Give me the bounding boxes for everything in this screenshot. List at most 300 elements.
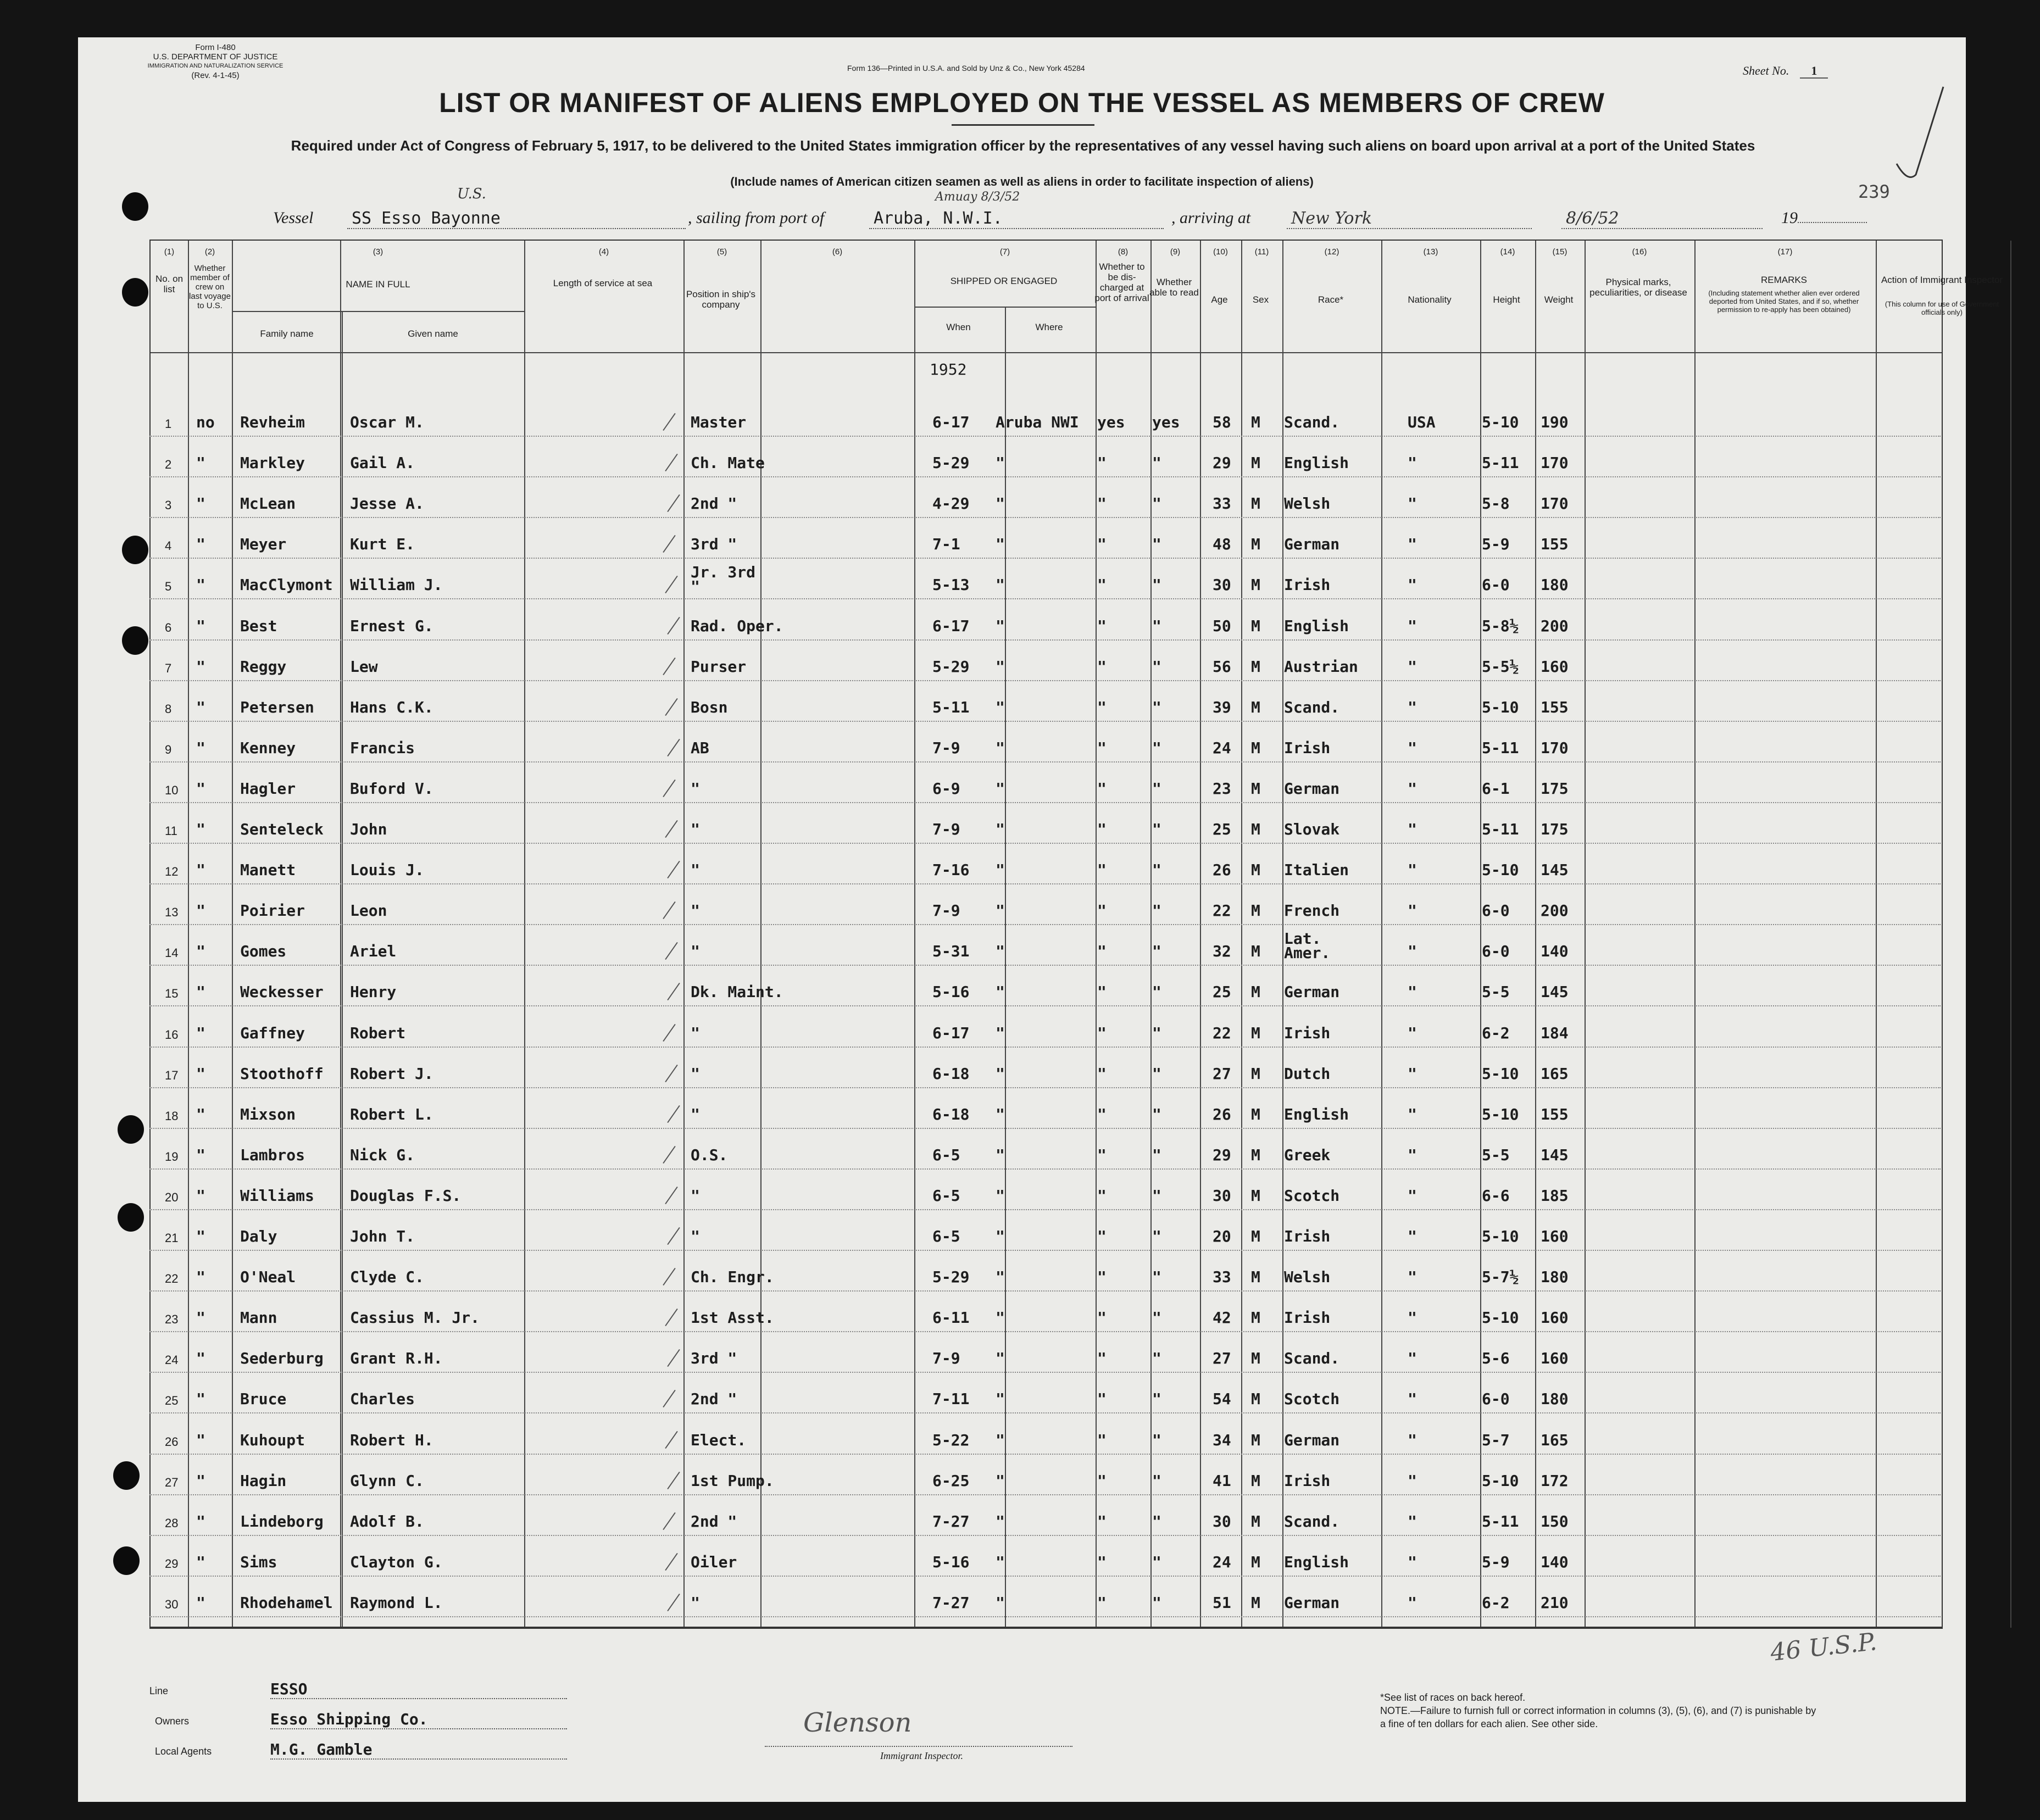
- age: 58: [1213, 413, 1231, 431]
- discharged: ": [1097, 738, 1107, 757]
- position: Ch. Mate: [691, 454, 765, 472]
- shipped-when: 5-16: [932, 1552, 970, 1571]
- table-content: [149, 240, 2003, 1627]
- check-tick-icon: [665, 1431, 677, 1448]
- shipped-when: 6-18: [932, 1105, 970, 1123]
- position: Jr. 3rd ": [691, 563, 756, 596]
- weight: 190: [1541, 413, 1569, 431]
- check-tick-icon: [667, 983, 680, 1000]
- given-name: Buford V.: [350, 779, 433, 798]
- hd-race: Race*: [1318, 294, 1344, 305]
- nationality: ": [1408, 1552, 1417, 1571]
- shipped-where: ": [996, 698, 1005, 716]
- able-to-read: ": [1152, 535, 1161, 554]
- table-row: [149, 1455, 1941, 1495]
- shipped-where: ": [996, 616, 1005, 635]
- age: 20: [1213, 1227, 1231, 1245]
- nationality: ": [1408, 1023, 1417, 1042]
- height: 6-0: [1482, 576, 1510, 594]
- family-name: Stoothoff: [240, 1064, 324, 1083]
- signature-line: [765, 1746, 1072, 1747]
- check-tick-icon: [667, 1349, 680, 1367]
- shipped-when: 5-13: [932, 576, 970, 594]
- sex: M: [1251, 535, 1260, 554]
- row-number: 23: [165, 1312, 179, 1327]
- check-tick-icon: [667, 861, 680, 878]
- family-name: Petersen: [240, 698, 314, 716]
- sex: M: [1251, 1145, 1260, 1164]
- line-value: ESSO: [270, 1680, 567, 1699]
- shipped-where: ": [996, 1023, 1005, 1042]
- sex: M: [1251, 413, 1260, 431]
- sex: M: [1251, 779, 1260, 798]
- family-name: Weckesser: [240, 983, 324, 1001]
- table-row: [149, 966, 1941, 1006]
- given-name: Henry: [350, 983, 397, 1001]
- shipped-when: 7-16: [932, 861, 970, 880]
- able-to-read: ": [1152, 1186, 1161, 1205]
- discharged: ": [1097, 901, 1107, 920]
- nationality: ": [1408, 657, 1417, 676]
- row-number: 30: [165, 1597, 179, 1611]
- row-number: 19: [165, 1149, 179, 1164]
- row-number: 27: [165, 1475, 179, 1489]
- check-tick-icon: [663, 535, 675, 553]
- shipped-where: ": [996, 942, 1005, 961]
- able-to-read: ": [1152, 616, 1161, 635]
- sheet-value: 1: [1800, 64, 1828, 79]
- hd-age: Age: [1211, 294, 1228, 305]
- weight: 172: [1541, 1471, 1569, 1490]
- department: U.S. DEPARTMENT OF JUSTICE: [153, 52, 278, 62]
- race: Scotch: [1284, 1186, 1340, 1205]
- sex: M: [1251, 1227, 1260, 1245]
- check-tick-icon: [665, 942, 677, 960]
- given-name: Hans C.K.: [350, 698, 433, 716]
- member-flag: ": [196, 779, 205, 798]
- age: 51: [1213, 1593, 1231, 1612]
- hd-action: Action of Immigrant Inspector: [1881, 275, 2003, 285]
- member-flag: ": [196, 942, 205, 961]
- discharged: ": [1097, 1186, 1107, 1205]
- member-flag: ": [196, 1023, 205, 1042]
- able-to-read: ": [1152, 1309, 1161, 1327]
- position: ": [691, 861, 700, 880]
- check-tick-icon: [665, 698, 677, 716]
- height: 5-9: [1482, 535, 1510, 554]
- able-to-read: ": [1152, 1227, 1161, 1245]
- given-name: Adolf B.: [350, 1512, 424, 1530]
- nationality: ": [1408, 1145, 1417, 1164]
- sex: M: [1251, 698, 1260, 716]
- table-row: [149, 762, 1941, 803]
- race: Scotch: [1284, 1390, 1340, 1409]
- age: 25: [1213, 820, 1231, 838]
- col-num-1: (1): [164, 247, 175, 257]
- position: ": [691, 1023, 700, 1042]
- race: Italien: [1284, 861, 1349, 880]
- shipped-where: ": [996, 820, 1005, 838]
- height: 6-2: [1482, 1593, 1510, 1612]
- given-name: Grant R.H.: [350, 1349, 443, 1368]
- discharged: ": [1097, 983, 1107, 1001]
- check-tick-icon: [663, 1146, 675, 1164]
- family-name: Bruce: [240, 1390, 287, 1409]
- sex: M: [1251, 861, 1260, 880]
- age: 22: [1213, 901, 1231, 920]
- family-name: McLean: [240, 494, 296, 513]
- nationality: ": [1408, 494, 1417, 513]
- position: ": [691, 820, 700, 838]
- member-flag: ": [196, 576, 205, 594]
- height: 5-7: [1482, 1431, 1510, 1449]
- table-row: [149, 1414, 1941, 1455]
- nationality: ": [1408, 1390, 1417, 1409]
- year-label: 19: [1781, 209, 1798, 227]
- hd-family-name: Family name: [260, 329, 314, 339]
- row-number: 29: [165, 1556, 179, 1571]
- height: 5-8½: [1482, 616, 1519, 635]
- weight: 155: [1541, 535, 1569, 554]
- height: 6-0: [1482, 942, 1510, 961]
- col-num-12: (12): [1324, 247, 1339, 257]
- age: 30: [1213, 1512, 1231, 1530]
- race: German: [1284, 1593, 1340, 1612]
- able-to-read: ": [1152, 942, 1161, 961]
- table-row: [149, 1129, 1941, 1170]
- given-name: John: [350, 820, 387, 838]
- family-name: Daly: [240, 1227, 277, 1245]
- given-name: Leon: [350, 901, 387, 920]
- given-name: Robert: [350, 1023, 406, 1042]
- nationality: ": [1408, 1186, 1417, 1205]
- age: 34: [1213, 1431, 1231, 1449]
- weight: 170: [1541, 738, 1569, 757]
- year-blank: [1798, 222, 1867, 223]
- discharged: ": [1097, 1349, 1107, 1368]
- weight: 180: [1541, 1390, 1569, 1409]
- nationality: ": [1408, 1512, 1417, 1530]
- row-number: 1: [165, 417, 172, 431]
- age: 29: [1213, 1145, 1231, 1164]
- weight: 145: [1541, 861, 1569, 880]
- vessel-name-field: [347, 209, 688, 229]
- row-rule: [149, 1616, 1941, 1617]
- family-name: Manett: [240, 861, 296, 880]
- row-number: 15: [165, 987, 179, 1001]
- discharged: ": [1097, 1023, 1107, 1042]
- shipped-when: 6-17: [932, 1023, 970, 1042]
- weight: 140: [1541, 1552, 1569, 1571]
- age: 24: [1213, 1552, 1231, 1571]
- shipped-when: 6-5: [932, 1186, 960, 1205]
- row-number: 20: [165, 1190, 179, 1204]
- member-flag: ": [196, 1268, 205, 1287]
- weight: 165: [1541, 1431, 1569, 1449]
- height: 5-10: [1482, 413, 1519, 431]
- hd-nationality: Nationality: [1408, 294, 1452, 305]
- hd-height: Height: [1493, 294, 1520, 305]
- punch-hole: [122, 626, 148, 655]
- position: O.S.: [691, 1145, 728, 1164]
- shipped-when: 6-5: [932, 1145, 960, 1164]
- weight: 145: [1541, 1145, 1569, 1164]
- sex: M: [1251, 1552, 1260, 1571]
- hd-physical: Physical marks, peculiarities, or disease: [1589, 277, 1687, 298]
- discharged: ": [1097, 454, 1107, 472]
- table-row: [149, 1170, 1941, 1210]
- race: German: [1284, 779, 1340, 798]
- nationality: ": [1408, 616, 1417, 635]
- age: 56: [1213, 657, 1231, 676]
- height: 6-1: [1482, 779, 1510, 798]
- family-name: Gomes: [240, 942, 287, 961]
- row-number: 6: [165, 620, 172, 635]
- given-name: Gail A.: [350, 454, 415, 472]
- given-name: Glynn C.: [350, 1471, 424, 1490]
- row-number: 21: [165, 1231, 179, 1245]
- able-to-read: ": [1152, 1023, 1161, 1042]
- discharged: ": [1097, 657, 1107, 676]
- row-number: 11: [165, 824, 177, 838]
- shipped-when: 6-18: [932, 1064, 970, 1083]
- position: Dk. Maint.: [691, 983, 783, 1001]
- check-tick-icon: [663, 413, 675, 431]
- check-tick-icon: [663, 780, 675, 797]
- race: English: [1284, 1105, 1349, 1123]
- weight: 145: [1541, 983, 1569, 1001]
- check-tick-icon: [667, 494, 680, 512]
- height: 6-0: [1482, 1390, 1510, 1409]
- hd-no-on-list: No. on list: [155, 274, 184, 294]
- table-row: [149, 1332, 1941, 1373]
- height: 5-10: [1482, 1227, 1519, 1245]
- shipped-when: 5-29: [932, 1268, 970, 1287]
- family-name: Senteleck: [240, 820, 324, 838]
- height: 5-5½: [1482, 657, 1519, 676]
- weight: 170: [1541, 454, 1569, 472]
- weight: 160: [1541, 1349, 1569, 1368]
- table-row: [149, 477, 1941, 518]
- height: 5-11: [1482, 820, 1519, 838]
- family-name: Mann: [240, 1309, 277, 1327]
- family-name: MacClymont: [240, 576, 333, 594]
- vessel-name: SS Esso Bayonne: [347, 209, 686, 229]
- discharged: ": [1097, 535, 1107, 554]
- weight: 185: [1541, 1186, 1569, 1205]
- line-label: Line: [149, 1685, 169, 1696]
- given-name: Lew: [350, 657, 378, 676]
- age: 41: [1213, 1471, 1231, 1490]
- member-flag: ": [196, 1431, 205, 1449]
- row-number: 17: [165, 1068, 179, 1082]
- shipped-where: ": [996, 1064, 1005, 1083]
- owners-label: Owners: [155, 1716, 190, 1727]
- nationality: ": [1408, 535, 1417, 554]
- nationality: ": [1408, 779, 1417, 798]
- sex: M: [1251, 1593, 1260, 1612]
- hd-where: Where: [1035, 322, 1063, 332]
- height: 5-9: [1482, 1552, 1510, 1571]
- weight: 160: [1541, 1309, 1569, 1327]
- position: Purser: [691, 657, 747, 676]
- inspector-label: Immigrant Inspector.: [880, 1750, 963, 1761]
- title-rule: [952, 124, 1094, 126]
- check-tick-icon: [665, 1553, 677, 1571]
- discharged: ": [1097, 1512, 1107, 1530]
- position: ": [691, 1186, 700, 1205]
- able-to-read: ": [1152, 576, 1161, 594]
- shipped-when: 6-11: [932, 1309, 970, 1327]
- discharged: ": [1097, 576, 1107, 594]
- table-row: [149, 925, 1941, 966]
- hd-able-read: Whether able to read: [1149, 277, 1199, 298]
- row-number: 22: [165, 1272, 179, 1286]
- nationality: ": [1408, 1105, 1417, 1123]
- age: 30: [1213, 1186, 1231, 1205]
- discharged: ": [1097, 1145, 1107, 1164]
- discharged: ": [1097, 1227, 1107, 1245]
- discharged: ": [1097, 942, 1107, 961]
- table-row: [149, 641, 1941, 681]
- family-name: Hagin: [240, 1471, 287, 1490]
- given-name: Jesse A.: [350, 494, 424, 513]
- table-row: [149, 1088, 1941, 1129]
- height: 5-10: [1482, 1471, 1519, 1490]
- member-flag: ": [196, 1186, 205, 1205]
- check-tick-icon: [667, 1105, 680, 1123]
- shipped-when: 5-29: [932, 454, 970, 472]
- row-number: 8: [165, 702, 172, 716]
- weight: 160: [1541, 1227, 1569, 1245]
- able-to-read: ": [1152, 820, 1161, 838]
- table-row: [149, 396, 1941, 437]
- nationality: ": [1408, 1593, 1417, 1612]
- races-note: *See list of races on back hereof.: [1380, 1692, 1526, 1703]
- shipped-where: ": [996, 1512, 1005, 1530]
- shipped-where: ": [996, 454, 1005, 472]
- shipped-when: 6-25: [932, 1471, 970, 1490]
- age: 48: [1213, 535, 1231, 554]
- table-row: [149, 884, 1941, 925]
- manifest-sheet: [78, 37, 2003, 1802]
- position: 1st Pump.: [691, 1471, 774, 1490]
- nationality: ": [1408, 1309, 1417, 1327]
- race: French: [1284, 901, 1340, 920]
- shipped-where: ": [996, 901, 1005, 920]
- discharged: ": [1097, 698, 1107, 716]
- shipped-when: 5-11: [932, 698, 970, 716]
- port-to-field: [1287, 209, 1532, 229]
- given-name: Ernest G.: [350, 616, 433, 635]
- nationality: ": [1408, 1349, 1417, 1368]
- able-to-read: ": [1152, 738, 1161, 757]
- member-flag: ": [196, 1105, 205, 1123]
- given-name: Raymond L.: [350, 1593, 443, 1612]
- page-title: LIST OR MANIFEST OF ALIENS EMPLOYED ON THE VESSEL AS MEMBERS OF CREW: [439, 87, 1605, 118]
- sex: M: [1251, 942, 1260, 961]
- shipped-where: ": [996, 1186, 1005, 1205]
- sex: M: [1251, 657, 1260, 676]
- given-name: Cassius M. Jr.: [350, 1309, 480, 1327]
- age: 50: [1213, 616, 1231, 635]
- form-identifier-block: [144, 43, 287, 80]
- check-tick-icon: [667, 1471, 680, 1489]
- col-num-11: (11): [1254, 247, 1269, 257]
- given-name: Charles: [350, 1390, 415, 1409]
- shipped-when: 4-29: [932, 494, 970, 513]
- shipped-where: ": [996, 1309, 1005, 1327]
- family-name: Rhodehamel: [240, 1593, 333, 1612]
- sex: M: [1251, 1349, 1260, 1368]
- able-to-read: ": [1152, 1268, 1161, 1287]
- punch-hole: [122, 536, 148, 564]
- nationality: ": [1408, 1471, 1417, 1490]
- weight: 155: [1541, 1105, 1569, 1123]
- hd-weight: Weight: [1544, 294, 1574, 305]
- position: ": [691, 942, 700, 961]
- height: 5-11: [1482, 1512, 1519, 1530]
- position: 2nd ": [691, 494, 737, 513]
- port-from: Aruba, N.W.I.: [869, 209, 1164, 229]
- port-from-field: [869, 209, 1164, 229]
- family-name: Poirier: [240, 901, 305, 920]
- col-divider: [2010, 241, 2011, 1628]
- line-row: [149, 1685, 168, 1697]
- position: 1st Asst.: [691, 1309, 774, 1327]
- us-mark: U.S.: [457, 186, 486, 202]
- hd-sex: Sex: [1252, 294, 1269, 305]
- age: 29: [1213, 454, 1231, 472]
- member-flag: ": [196, 1349, 205, 1368]
- footer-rule: [149, 1627, 1943, 1628]
- weight: 184: [1541, 1023, 1569, 1042]
- height: 5-10: [1482, 1309, 1519, 1327]
- nationality: ": [1408, 454, 1417, 472]
- family-name: Kenney: [240, 738, 296, 757]
- race: English: [1284, 454, 1349, 472]
- weight: 180: [1541, 1268, 1569, 1287]
- member-flag: ": [196, 535, 205, 554]
- check-tick-icon: [667, 616, 680, 634]
- hd-discharged: Whether to be dis-charged at port of arrival: [1094, 261, 1149, 303]
- given-name: Ariel: [350, 942, 397, 961]
- row-number: 9: [165, 742, 172, 756]
- hd-length-service: Length of service at sea: [553, 278, 653, 288]
- race: Irish: [1284, 1227, 1331, 1245]
- year-field: [1781, 209, 1867, 227]
- table-row: [149, 1007, 1941, 1048]
- discharged: ": [1097, 1309, 1107, 1327]
- weight: 200: [1541, 901, 1569, 920]
- table-row: [149, 559, 1941, 599]
- row-number: 25: [165, 1394, 179, 1408]
- race: German: [1284, 1431, 1340, 1449]
- check-tick-icon: [665, 1064, 677, 1082]
- row-number: 16: [165, 1027, 179, 1042]
- nationality: ": [1408, 942, 1417, 961]
- shipped-when: 7-9: [932, 738, 960, 757]
- race: English: [1284, 616, 1349, 635]
- nationality: ": [1408, 861, 1417, 880]
- sex: M: [1251, 1064, 1260, 1083]
- able-to-read: ": [1152, 698, 1161, 716]
- shipped-when: 6-17: [932, 616, 970, 635]
- age: 42: [1213, 1309, 1231, 1327]
- position: ": [691, 1105, 700, 1123]
- shipped-when: 7-27: [932, 1593, 970, 1612]
- age: 26: [1213, 861, 1231, 880]
